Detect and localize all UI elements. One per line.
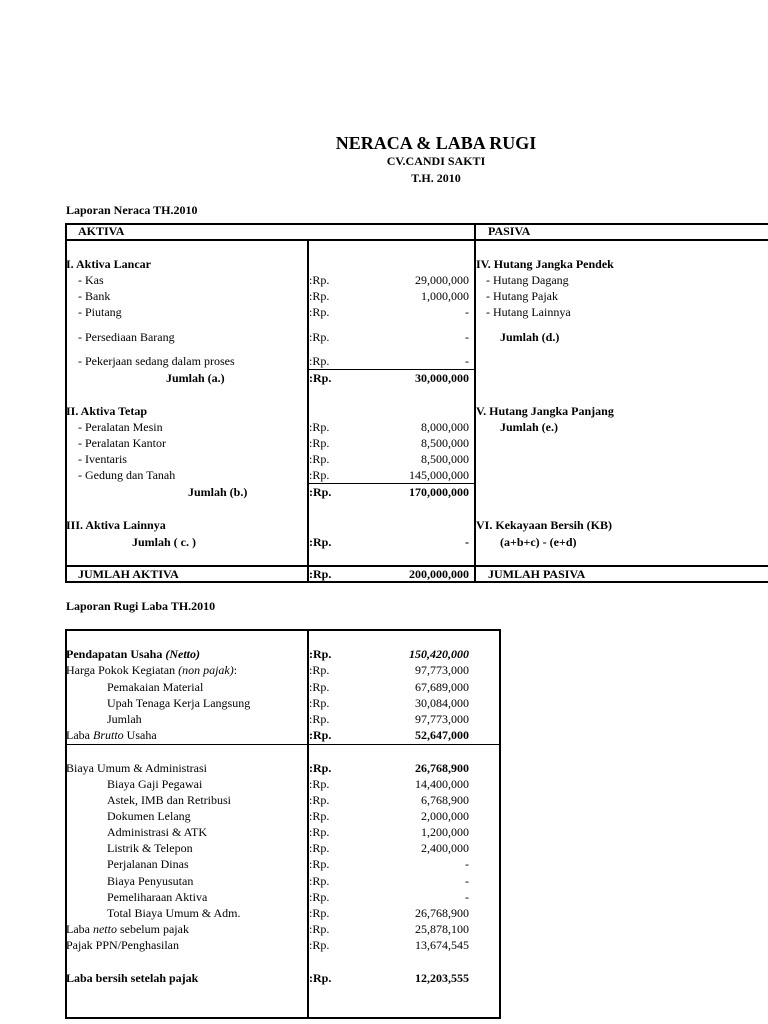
aktiva-row-label: - Iventaris — [78, 452, 127, 466]
aktiva-row-rp: :Rp. — [309, 330, 330, 344]
emphasis-text: (Netto) — [165, 647, 201, 661]
aktiva-row-label: II. Aktiva Tetap — [66, 404, 148, 418]
labarugi-row-rp: :Rp. — [309, 793, 330, 807]
labarugi-row-value: 97,773,000 — [415, 663, 469, 677]
aktiva-row-value: - — [465, 535, 469, 549]
company-name: CV.CANDI SAKTI — [386, 154, 486, 168]
aktiva-row-label: - Peralatan Mesin — [78, 420, 163, 434]
labarugi-row-label: Administrasi & ATK — [107, 825, 208, 839]
labarugi-row-label: Pendapatan Usaha (Netto) — [66, 647, 201, 661]
labarugi-row-value: 30,084,000 — [415, 696, 469, 710]
labarugi-row-value: - — [465, 857, 469, 871]
aktiva-row-value: 30,000,000 — [415, 371, 469, 385]
aktiva-row-label: - Persediaan Barang — [78, 330, 175, 344]
aktiva-row-label: - Piutang — [78, 305, 122, 319]
emphasis-text: netto — [92, 922, 117, 936]
labarugi-row-rp: :Rp. — [309, 777, 330, 791]
labarugi-row-value: 150,420,000 — [409, 647, 469, 661]
labarugi-row-value: 1,200,000 — [421, 825, 469, 839]
labarugi-row-label: Pajak PPN/Penghasilan — [66, 938, 179, 952]
emphasis-text: Brutto — [92, 728, 124, 742]
labarugi-row-rp: :Rp. — [309, 874, 330, 888]
aktiva-row-label: Jumlah (a.) — [166, 371, 225, 385]
aktiva-row-value: 8,500,000 — [421, 436, 469, 450]
labarugi-row-label: Upah Tenaga Kerja Langsung — [107, 696, 251, 710]
page-title: NERACA & LABA RUGI — [335, 133, 537, 153]
labarugi-row-rp: :Rp. — [309, 922, 330, 936]
pasiva-row-label: - Hutang Lainnya — [486, 305, 571, 319]
labarugi-row-value: 26,768,900 — [415, 906, 469, 920]
labarugi-row-label: Harga Pokok Kegiatan (non pajak): — [66, 663, 238, 677]
labarugi-row-value: 52,647,000 — [415, 728, 469, 742]
aktiva-row-rp: :Rp. — [309, 452, 330, 466]
labarugi-row-label: Dokumen Lelang — [107, 809, 191, 823]
labarugi-row-value: 14,400,000 — [415, 777, 469, 791]
neraca-heading: Laporan Neraca TH.2010 — [66, 203, 198, 217]
aktiva-row-label: Jumlah ( c. ) — [132, 535, 196, 549]
aktiva-row-rp: :Rp. — [309, 420, 330, 434]
labarugi-row-label: Astek, IMB dan Retribusi — [107, 793, 231, 807]
emphasis-text: (non pajak) — [178, 663, 234, 677]
aktiva-row-value: 8,000,000 — [421, 420, 469, 434]
labarugi-row-label: Total Biaya Umum & Adm. — [107, 906, 241, 920]
labarugi-row-label: Listrik & Telepon — [107, 841, 193, 855]
pasiva-row-label: (a+b+c) - (e+d) — [500, 535, 577, 549]
aktiva-row-label: - Peralatan Kantor — [78, 436, 166, 450]
labarugi-row-rp: :Rp. — [309, 938, 330, 952]
labarugi-row-rp: :Rp. — [309, 761, 332, 775]
labarugi-row-rp: :Rp. — [309, 728, 332, 742]
labarugi-row-label: Perjalanan Dinas — [107, 857, 189, 871]
aktiva-row-rp: :Rp. — [309, 485, 332, 499]
labarugi-row-rp: :Rp. — [309, 809, 330, 823]
labarugi-row-rp: :Rp. — [309, 857, 330, 871]
aktiva-row-value: 8,500,000 — [421, 452, 469, 466]
aktiva-row-rp: :Rp. — [309, 305, 330, 319]
total-aktiva-rp: :Rp. — [309, 567, 332, 581]
aktiva-row-value: 170,000,000 — [409, 485, 469, 499]
labarugi-heading: Laporan Rugi Laba TH.2010 — [66, 599, 216, 613]
aktiva-row-value: - — [465, 330, 469, 344]
total-pasiva-label: JUMLAH PASIVA — [488, 567, 586, 581]
pasiva-header: PASIVA — [488, 224, 531, 238]
labarugi-row-rp: :Rp. — [309, 712, 330, 726]
labarugi-row-value: 67,689,000 — [415, 680, 469, 694]
labarugi-row-label: Pemeliharaan Aktiva — [107, 890, 208, 904]
total-aktiva-label: JUMLAH AKTIVA — [78, 567, 179, 581]
labarugi-row-value: 12,203,555 — [415, 971, 469, 985]
labarugi-row-value: 2,000,000 — [421, 809, 469, 823]
labarugi-row-rp: :Rp. — [309, 663, 330, 677]
labarugi-row-value: 2,400,000 — [421, 841, 469, 855]
total-aktiva-value: 200,000,000 — [409, 567, 469, 581]
labarugi-row-label: Biaya Umum & Administrasi — [66, 761, 207, 775]
labarugi-row-label: Laba netto sebelum pajak — [66, 922, 189, 936]
pasiva-row-label: V. Hutang Jangka Panjang — [476, 404, 614, 418]
labarugi-row-value: - — [465, 890, 469, 904]
labarugi-row-value: 25,878,100 — [415, 922, 469, 936]
aktiva-header: AKTIVA — [78, 224, 125, 238]
aktiva-row-rp: :Rp. — [309, 354, 330, 368]
pasiva-row-label: - Hutang Dagang — [486, 273, 569, 287]
labarugi-row-label: Jumlah — [107, 712, 142, 726]
labarugi-row-rp: :Rp. — [309, 841, 330, 855]
aktiva-row-label: Jumlah (b.) — [188, 485, 248, 499]
labarugi-row-value: 13,674,545 — [415, 938, 469, 952]
labarugi-row-label: Biaya Gaji Pegawai — [107, 777, 203, 791]
aktiva-row-value: 145,000,000 — [409, 468, 469, 482]
labarugi-row-rp: :Rp. — [309, 971, 332, 985]
labarugi-row-value: 26,768,900 — [415, 761, 469, 775]
labarugi-row-rp: :Rp. — [309, 680, 330, 694]
aktiva-row-rp: :Rp. — [309, 273, 330, 287]
labarugi-row-rp: :Rp. — [309, 696, 330, 710]
labarugi-row-value: 97,773,000 — [415, 712, 469, 726]
labarugi-row-value: 6,768,900 — [421, 793, 469, 807]
aktiva-row-value: 1,000,000 — [421, 289, 469, 303]
aktiva-row-label: - Kas — [78, 273, 104, 287]
pasiva-row-label: - Hutang Pajak — [486, 289, 558, 303]
aktiva-row-value: - — [465, 354, 469, 368]
labarugi-row-rp: :Rp. — [309, 890, 330, 904]
labarugi-row-value: - — [465, 874, 469, 888]
aktiva-row-rp: :Rp. — [309, 535, 332, 549]
aktiva-row-label: - Gedung dan Tanah — [78, 468, 176, 482]
aktiva-row-rp: :Rp. — [309, 371, 332, 385]
pasiva-row-label: Jumlah (d.) — [500, 330, 560, 344]
labarugi-row-rp: :Rp. — [309, 825, 330, 839]
report-year: T.H. 2010 — [411, 171, 461, 185]
labarugi-row-label: Biaya Penyusutan — [107, 874, 194, 888]
aktiva-row-label: III. Aktiva Lainnya — [66, 518, 166, 532]
labarugi-row-label: Laba Brutto Usaha — [66, 728, 157, 742]
aktiva-row-rp: :Rp. — [309, 468, 330, 482]
pasiva-row-label: VI. Kekayaan Bersih (KB) — [476, 518, 613, 532]
aktiva-row-label: - Pekerjaan sedang dalam proses — [78, 354, 235, 368]
pasiva-row-label: IV. Hutang Jangka Pendek — [476, 257, 614, 271]
aktiva-row-label: - Bank — [78, 289, 111, 303]
aktiva-row-rp: :Rp. — [309, 289, 330, 303]
labarugi-row-label: Laba bersih setelah pajak — [66, 971, 199, 985]
labarugi-row-rp: :Rp. — [309, 647, 332, 661]
pasiva-row-label: Jumlah (e.) — [500, 420, 558, 434]
aktiva-row-value: 29,000,000 — [415, 273, 469, 287]
labarugi-row-rp: :Rp. — [309, 906, 330, 920]
aktiva-row-label: I. Aktiva Lancar — [66, 257, 152, 271]
labarugi-row-label: Pemakaian Material — [107, 680, 204, 694]
aktiva-row-rp: :Rp. — [309, 436, 330, 450]
aktiva-row-value: - — [465, 305, 469, 319]
